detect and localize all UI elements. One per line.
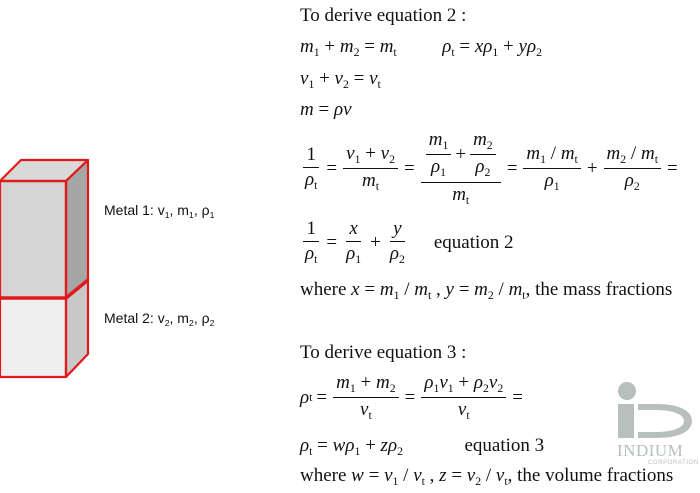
metal-2-label: Metal 2: $v_2$, $m_2$, $\rho_2$ (104, 310, 215, 329)
block-top-side (66, 160, 88, 298)
indium-logo-icon (612, 380, 696, 444)
equation-2-label: equation 2 (433, 231, 514, 253)
logo-subtitle: CORPORATION (648, 460, 699, 466)
logo-wordmark: INDIUM (617, 441, 684, 460)
density-derivation-equation: $\frac{1}{\rho_t}$ = $\frac{v_1 + v_2}{m_t}$ = $\frac{m_1}{\rho_1}$ + $\frac{m_2}{\rho_2}$ $m_t$ = $\frac{m_1 / m_t}{\rho_1}$ + $\frac{m_2 / m_t}{\rho_2}$ = (305, 129, 678, 208)
mass-density-equation: m = ρv (300, 99, 352, 120)
volume-fractions-definition: where $w = v_1 / v_t$ , $z = v_2 / v_t$, the volume fractions (300, 465, 674, 489)
metal-1-label: Metal 1: $v_1$, $m_1$, $\rho_1$ (104, 202, 215, 221)
block-bottom-front (0, 298, 66, 377)
mass-sum-equation: $m_1 + m_2 = m_t$ $\rho_t = x\rho_1 + y\rho_2$ (300, 36, 542, 60)
equation-3: $\rho_t = w\rho_1 + z\rho_2$ equation 3 (300, 435, 545, 459)
density-mixture-equation: ρ t = $\frac{m_1 + m_2}{v_t}$ = $\frac{\rho_1v_1 + \rho_2v_2}{v_t}$ = (300, 372, 523, 423)
block-top-front (0, 181, 66, 298)
volume-sum-equation: $v_1 + v_2 = v_t$ (300, 68, 381, 92)
heading-equation-2: To derive equation 2 : (300, 5, 467, 26)
mass-fractions-definition: where $x = m_1 / m_t$ , $y = m_2 / m_t$, the mass fractions (300, 279, 673, 303)
equation-2: $\frac{1}{\rho_t}$ = $\frac{x}{\rho_1}$ + $\frac{y}{\rho_2}$ equation 2 (305, 218, 514, 267)
heading-equation-3: To derive equation 3 : (300, 342, 467, 363)
metal-blocks-diagram (0, 0, 110, 385)
equation-3-label: equation 3 (464, 435, 545, 456)
